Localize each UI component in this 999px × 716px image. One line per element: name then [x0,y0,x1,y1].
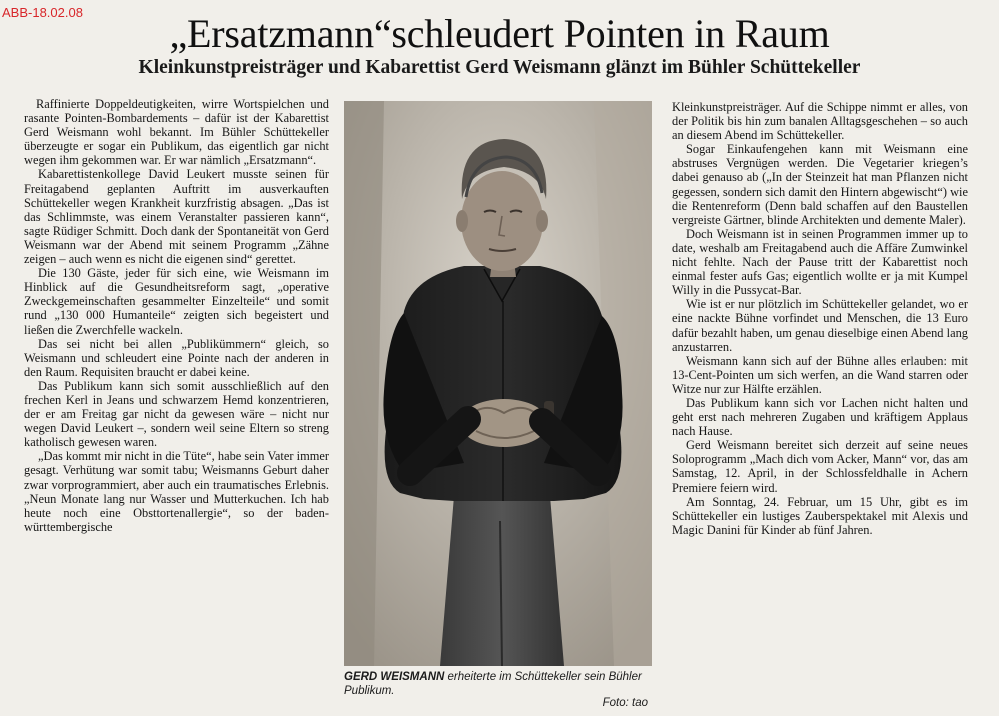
article-column-right [672,100,968,537]
paragraph: Sogar Einkaufengehen kann mit Weismann eine abstruses Vergnügen werden. Die Vegetarier kriegen’s dabei genauso ab („In der Steinzeit hat man Pflanzen nicht gegessen, sondern sich damit den Hintern abgewischt“) wie die Rentenreform (Denn bald schaffen auf den Baustellen vergreiste Gärtner, blinde Architekten und demente Maler). [672,142,968,227]
paragraph: Raffinierte Doppeldeutigkeiten, wirre Wortspielchen und rasante Pointen-Bombardements – dafür ist der Kabarettist Gerd Weismann wohl bekannt. Im Bühler Schüttekeller überzeugte er sogar ein Publikum, das eigentlich gar nicht wegen ihm gekommen war. Er war nämlich „Ersatzmann“. [24,97,329,168]
paragraph: Die 130 Gäste, jeder für sich eine, wie Weismann im Hinblick auf die Gesundheitsreform sagt, „operative Zweckgemeinschaften gesammelter Einzelteile“ und somit rund „130 000 Humanteile“ zeigten sich begeistert und ließen die Zwerchfelle wackeln. [24,266,329,337]
paragraph: Das Publikum kann sich vor Lachen nicht halten und geht erst nach mehreren Zugaben und kräftigem Applaus nach Hause. [672,395,968,439]
performer-photo [344,101,652,666]
paragraph: Weismann kann sich auf der Bühne alles erlauben: mit 13-Cent-Pointen um sich werfen, an die Wand starren oder Witze nur zur Hälfte erzählen. [672,353,968,396]
subheadline: Kleinkunstpreisträger und Kabarettist Gerd Weismann glänzt im Bühler Schüttekeller [138,57,861,78]
clipping-date-tag: ABB-18.02.08 [2,5,83,20]
paragraph: Das sei nicht bei allen „Publikümmern“ gleich, so Weismann und schleudert eine Pointe nach der anderen in den Raum. Requisiten braucht er dabei keine. [24,336,329,379]
caption-name: GERD WEISMANN [344,671,445,683]
paragraph: Am Sonntag, 24. Februar, um 15 Uhr, gibt es im Schüttekeller ein lustiges Zauberspektakel mit Alexis und Magic Danini für Kinder ab fünf Jahren. [672,494,968,537]
paragraph: Gerd Weismann bereitet sich derzeit auf seine neues Soloprogramm „Mach dich vom Acker, Mann“ vor, das am Samstag, 12. April, in der Schlossfeldhalle in Achern Premiere feiern wird. [672,438,968,495]
paragraph: Kleinkunstpreisträger. Auf die Schippe nimmt er alles, von der Politik bis hin zum banalen Alltagsgeschehen – so auch an diesem Abend im Schüttekeller. [672,100,968,143]
paragraph: Kabarettistenkollege David Leukert musste seinen für Freitagabend geplanten Auftritt im ausverkauften Schüttekeller wegen Krankheit kurzfristig absagen. „Das ist das Schlimmste, was einem Veranstalter passieren kann“, sagte Rüdiger Schmitt. Doch dank der Spontaneität von Gerd Weismann war der Abend mit seinem Programm „Zähne zeigen – auch wenn es nicht die eigenen sind“ gerettet. [24,167,329,267]
paragraph: „Das kommt mir nicht in die Tüte“, habe sein Vater immer gesagt. Verhütung war somit tabu; Weismanns Geburt daher zwar vorprogrammiert, aber auch ein traumatisches Erlebnis. „Neun Monate lang nur Wasser und Mutterkuchen. Ich hab heute noch eine Obsttortenallergie“, so der baden-württembergische [24,449,329,534]
article-column-left [24,97,329,534]
photo-credit: Foto: tao [602,697,648,709]
paragraph: Doch Weismann ist in seinen Programmen immer up to date, weshalb am Freitagabend auch die Affäre Zumwinkel nicht fehlte. Nach der Pause tritt der Kabarettist noch einmal fester aufs Gas; eigentlich wollte er ja mit Kumpel Willy in die Pussycat-Bar. [672,226,968,298]
photo-caption [344,670,652,710]
performer-photo-illustration [344,101,652,666]
caption-text: erheiterte im Schüttekeller sein Bühler Publikum. [344,671,642,697]
paragraph: Das Publikum kann sich somit ausschließlich auf den frechen Kerl in Jeans und schwarzem Hemd konzentrieren, der er am Freitag gar nicht da gewesen wäre – nicht nur wegen David Leukert –, sondern weil seine Eltern so streng katholisch gewesen waren. [24,378,329,450]
headline: „Ersatzmann“schleudert Pointen in Raum [169,11,830,56]
paragraph: Wie ist er nur plötzlich im Schüttekeller gelandet, wo er eine nackte Bühne vorfindet und Menschen, die 13 Euro dafür bezahlt haben, um genau dieselbige einen Abend lang anzustarren. [672,297,968,354]
